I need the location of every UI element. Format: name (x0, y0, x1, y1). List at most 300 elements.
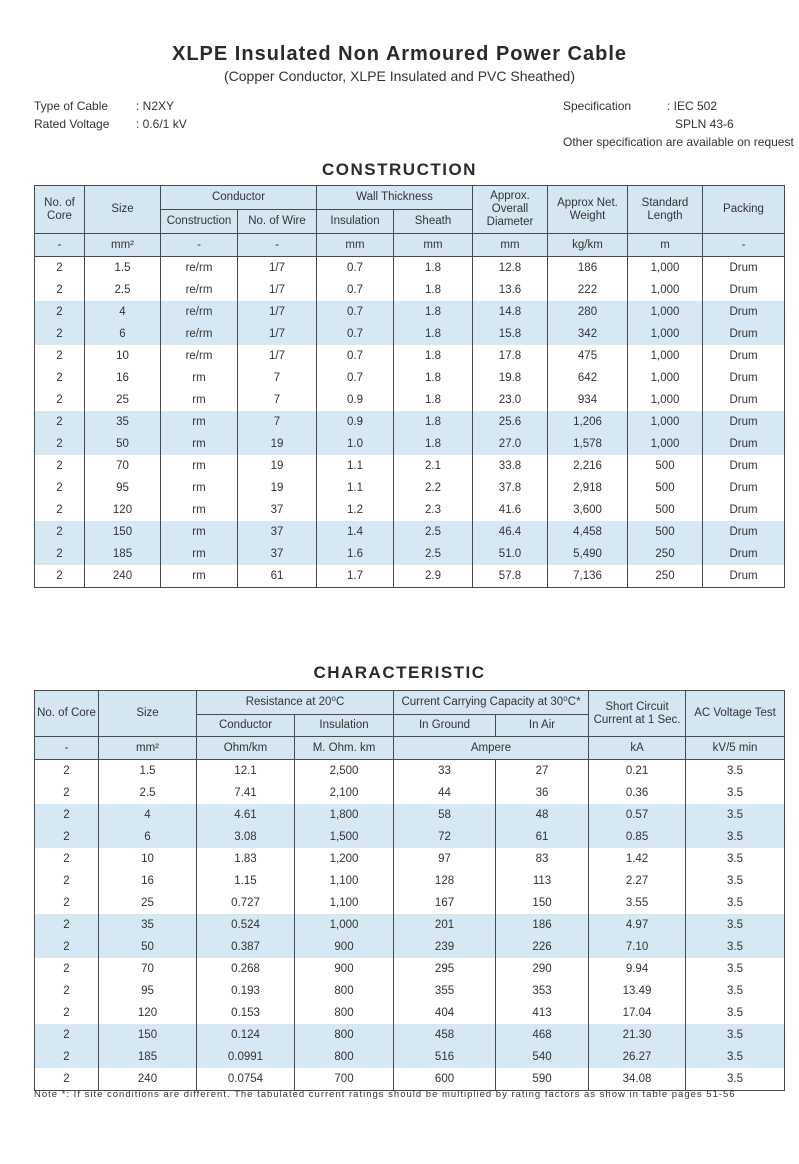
table-cell: 167 (394, 892, 496, 914)
table-cell: 1.7 (317, 565, 394, 588)
table-cell: 1,000 (628, 345, 703, 367)
table-cell: 7 (238, 411, 317, 433)
table-cell: 50 (85, 433, 161, 455)
table-cell: 900 (295, 958, 394, 980)
table-cell: 27.0 (473, 433, 548, 455)
table-cell: 475 (548, 345, 628, 367)
construction-table (34, 185, 785, 588)
table-cell: Drum (703, 257, 785, 280)
table-cell: 185 (85, 543, 161, 565)
table-cell: 1,000 (295, 914, 394, 936)
header-overall-diameter: Approx. Overall Diameter (473, 186, 548, 234)
table-cell: 2 (35, 477, 85, 499)
table-cell: 2 (35, 301, 85, 323)
table-cell: 70 (85, 455, 161, 477)
table-cell: 0.7 (317, 301, 394, 323)
header-size: Size (85, 186, 161, 234)
table-row (35, 936, 785, 958)
table-cell: 500 (628, 499, 703, 521)
header-no-of-core: No. of Core (35, 186, 85, 234)
table-cell: 1,578 (548, 433, 628, 455)
table-cell: 1.1 (317, 477, 394, 499)
table-cell: 250 (628, 565, 703, 588)
table-cell: 2.5 (99, 782, 197, 804)
unit-cell: - (35, 234, 85, 257)
table-cell: 1.15 (197, 870, 295, 892)
specification-value: : IEC 502 (667, 99, 718, 113)
table-cell: Drum (703, 521, 785, 543)
table-cell: 25 (85, 389, 161, 411)
table-cell: 2 (35, 565, 85, 588)
table-cell: 1.8 (394, 279, 473, 301)
table-cell: 413 (496, 1002, 589, 1024)
table-cell: 1.6 (317, 543, 394, 565)
table-cell: 10 (85, 345, 161, 367)
table-cell: 3.5 (686, 804, 785, 826)
table-cell: 700 (295, 1068, 394, 1091)
table-cell: 7 (238, 389, 317, 411)
unit-cell: - (161, 234, 238, 257)
table-cell: 19 (238, 455, 317, 477)
table-cell: 120 (85, 499, 161, 521)
table-cell: 21.30 (589, 1024, 686, 1046)
table-cell: rm (161, 543, 238, 565)
table-cell: 2,918 (548, 477, 628, 499)
header-ac-voltage-test: AC Voltage Test (686, 691, 785, 737)
table-cell: 2,500 (295, 760, 394, 783)
table-row (35, 1068, 785, 1091)
table-cell: 150 (85, 521, 161, 543)
table-cell: 0.7 (317, 367, 394, 389)
table-cell: 239 (394, 936, 496, 958)
table-cell: 3.5 (686, 826, 785, 848)
unit-cell: Ampere (394, 737, 589, 760)
table-row (35, 279, 785, 301)
table-cell: 4,458 (548, 521, 628, 543)
table-cell: Drum (703, 367, 785, 389)
table-cell: 2 (35, 826, 99, 848)
table-cell: rm (161, 411, 238, 433)
unit-cell: mm (473, 234, 548, 257)
table-cell: 2 (35, 257, 85, 280)
table-cell: 1,206 (548, 411, 628, 433)
table-cell: 41.6 (473, 499, 548, 521)
header-insulation-resistance: Insulation (295, 715, 394, 737)
table-cell: 12.8 (473, 257, 548, 280)
table-row (35, 323, 785, 345)
specification-label: Specification (563, 99, 632, 113)
table-cell: 25 (99, 892, 197, 914)
table-cell: 97 (394, 848, 496, 870)
characteristic-table-body (35, 760, 785, 1091)
table-cell: 2 (35, 389, 85, 411)
table-cell: 516 (394, 1046, 496, 1068)
table-cell: 37 (238, 499, 317, 521)
table-cell: 1,000 (628, 389, 703, 411)
table-cell: 0.9 (317, 389, 394, 411)
table-cell: 14.8 (473, 301, 548, 323)
units-row (35, 234, 785, 257)
header-in-ground: In Ground (394, 715, 496, 737)
table-cell: 2 (35, 892, 99, 914)
table-cell: 250 (628, 543, 703, 565)
table-cell: 800 (295, 1024, 394, 1046)
table-cell: 2.9 (394, 565, 473, 588)
table-cell: 36 (496, 782, 589, 804)
table-cell: 58 (394, 804, 496, 826)
table-cell: 0.193 (197, 980, 295, 1002)
cable-spec-right (563, 97, 794, 151)
table-row (35, 411, 785, 433)
table-row (35, 1046, 785, 1068)
table-cell: 2 (35, 279, 85, 301)
table-cell: rm (161, 389, 238, 411)
table-cell: 7,136 (548, 565, 628, 588)
table-cell: 17.8 (473, 345, 548, 367)
table-cell: 3.5 (686, 782, 785, 804)
unit-cell: - (35, 737, 99, 760)
table-cell: 0.85 (589, 826, 686, 848)
table-cell: 2 (35, 521, 85, 543)
table-cell: 642 (548, 367, 628, 389)
unit-cell: M. Ohm. km (295, 737, 394, 760)
table-cell: 27 (496, 760, 589, 783)
document-subtitle: (Copper Conductor, XLPE Insulated and PVC Sheathed) (224, 68, 575, 84)
table-cell: 1.8 (394, 367, 473, 389)
table-cell: 6 (99, 826, 197, 848)
table-cell: 7.41 (197, 782, 295, 804)
table-cell: 33.8 (473, 455, 548, 477)
table-cell: 13.49 (589, 980, 686, 1002)
table-cell: 113 (496, 870, 589, 892)
table-cell: 9.94 (589, 958, 686, 980)
table-cell: 2 (35, 804, 99, 826)
table-cell: 7 (238, 367, 317, 389)
table-cell: 1,000 (628, 279, 703, 301)
table-cell: rm (161, 455, 238, 477)
table-cell: 61 (238, 565, 317, 588)
table-cell: rm (161, 433, 238, 455)
table-cell: 186 (548, 257, 628, 280)
table-cell: 3.08 (197, 826, 295, 848)
header-size: Size (99, 691, 197, 737)
table-cell: 2.5 (394, 521, 473, 543)
table-cell: 2.27 (589, 870, 686, 892)
table-cell: 0.7 (317, 279, 394, 301)
table-cell: 50 (99, 936, 197, 958)
table-cell: 185 (99, 1046, 197, 1068)
table-cell: 458 (394, 1024, 496, 1046)
header-in-air: In Air (496, 715, 589, 737)
table-cell: 2 (35, 936, 99, 958)
table-cell: rm (161, 477, 238, 499)
table-row (35, 848, 785, 870)
table-cell: 4.61 (197, 804, 295, 826)
table-cell: 0.36 (589, 782, 686, 804)
table-cell: 2 (35, 1002, 99, 1024)
table-cell: 0.7 (317, 323, 394, 345)
table-cell: Drum (703, 279, 785, 301)
characteristic-table (34, 690, 785, 1091)
table-cell: 1,200 (295, 848, 394, 870)
table-cell: 3.5 (686, 958, 785, 980)
table-cell: 222 (548, 279, 628, 301)
table-row (35, 782, 785, 804)
table-cell: 83 (496, 848, 589, 870)
table-cell: 468 (496, 1024, 589, 1046)
table-cell: 2 (35, 980, 99, 1002)
table-cell: 1.2 (317, 499, 394, 521)
table-cell: 33 (394, 760, 496, 783)
table-cell: 353 (496, 980, 589, 1002)
table-cell: 72 (394, 826, 496, 848)
unit-cell: m (628, 234, 703, 257)
table-cell: 37 (238, 543, 317, 565)
table-cell: 61 (496, 826, 589, 848)
table-cell: 2 (35, 782, 99, 804)
table-cell: 1.5 (85, 257, 161, 280)
table-cell: 3.55 (589, 892, 686, 914)
table-row (35, 958, 785, 980)
table-cell: re/rm (161, 279, 238, 301)
table-cell: 900 (295, 936, 394, 958)
unit-cell: - (703, 234, 785, 257)
construction-table-body (35, 257, 785, 588)
units-row (35, 737, 785, 760)
table-cell: 16 (85, 367, 161, 389)
table-row (35, 301, 785, 323)
table-cell: 4 (85, 301, 161, 323)
table-cell: Drum (703, 345, 785, 367)
table-cell: 2.5 (85, 279, 161, 301)
unit-cell: mm² (85, 234, 161, 257)
table-cell: 2 (35, 499, 85, 521)
table-cell: 3.5 (686, 760, 785, 783)
table-cell: 0.0754 (197, 1068, 295, 1091)
table-cell: Drum (703, 477, 785, 499)
table-cell: 500 (628, 455, 703, 477)
table-row (35, 870, 785, 892)
table-cell: 95 (85, 477, 161, 499)
table-cell: 1,800 (295, 804, 394, 826)
table-cell: 16 (99, 870, 197, 892)
table-cell: 13.6 (473, 279, 548, 301)
header-net-weight: Approx Net. Weight (548, 186, 628, 234)
unit-cell: Ohm/km (197, 737, 295, 760)
table-row (35, 760, 785, 783)
table-cell: 2 (35, 455, 85, 477)
table-cell: 5,490 (548, 543, 628, 565)
table-cell: 10 (99, 848, 197, 870)
table-cell: 0.387 (197, 936, 295, 958)
table-cell: 1.0 (317, 433, 394, 455)
table-cell: 34.08 (589, 1068, 686, 1091)
table-cell: 3.5 (686, 1024, 785, 1046)
table-cell: 1,500 (295, 826, 394, 848)
table-cell: 95 (99, 980, 197, 1002)
header-packing: Packing (703, 186, 785, 234)
table-cell: 3.5 (686, 1046, 785, 1068)
table-cell: re/rm (161, 257, 238, 280)
table-row (35, 543, 785, 565)
table-row (35, 980, 785, 1002)
table-cell: 2,100 (295, 782, 394, 804)
header-conductor: Conductor (161, 186, 317, 210)
header-wall-thickness: Wall Thickness (317, 186, 473, 210)
table-cell: 1,100 (295, 870, 394, 892)
table-cell: 226 (496, 936, 589, 958)
construction-section-title: CONSTRUCTION (322, 160, 477, 179)
table-cell: re/rm (161, 301, 238, 323)
table-row (35, 433, 785, 455)
table-row (35, 345, 785, 367)
table-cell: 70 (99, 958, 197, 980)
table-cell: 2 (35, 411, 85, 433)
table-cell: 1/7 (238, 257, 317, 280)
table-cell: 23.0 (473, 389, 548, 411)
header-conductor-resistance: Conductor (197, 715, 295, 737)
table-cell: 2 (35, 958, 99, 980)
header-sheath: Sheath (394, 210, 473, 234)
table-cell: 3.5 (686, 892, 785, 914)
table-cell: re/rm (161, 345, 238, 367)
table-cell: 1.8 (394, 345, 473, 367)
table-cell: 1.1 (317, 455, 394, 477)
table-cell: 355 (394, 980, 496, 1002)
table-cell: 0.268 (197, 958, 295, 980)
table-cell: 3.5 (686, 980, 785, 1002)
table-row (35, 389, 785, 411)
table-cell: 1,000 (628, 301, 703, 323)
table-cell: 3.5 (686, 1002, 785, 1024)
table-cell: 3.5 (686, 1068, 785, 1091)
table-cell: 1.8 (394, 257, 473, 280)
unit-cell: mm (317, 234, 394, 257)
table-cell: 1,000 (628, 433, 703, 455)
table-row (35, 521, 785, 543)
table-cell: 51.0 (473, 543, 548, 565)
table-cell: 800 (295, 980, 394, 1002)
table-cell: 44 (394, 782, 496, 804)
table-cell: 25.6 (473, 411, 548, 433)
table-row (35, 1002, 785, 1024)
table-row (35, 1024, 785, 1046)
table-cell: 19.8 (473, 367, 548, 389)
table-cell: 57.8 (473, 565, 548, 588)
table-cell: 295 (394, 958, 496, 980)
table-cell: rm (161, 565, 238, 588)
table-cell: Drum (703, 411, 785, 433)
header-standard-length: Standard Length (628, 186, 703, 234)
table-cell: 240 (85, 565, 161, 588)
table-row (35, 499, 785, 521)
table-cell: Drum (703, 433, 785, 455)
table-cell: 2 (35, 323, 85, 345)
table-cell: Drum (703, 323, 785, 345)
table-cell: 2 (35, 1068, 99, 1091)
unit-cell: mm (394, 234, 473, 257)
table-cell: 35 (99, 914, 197, 936)
unit-cell: kA (589, 737, 686, 760)
table-cell: 2 (35, 760, 99, 783)
table-cell: 1.83 (197, 848, 295, 870)
table-cell: 590 (496, 1068, 589, 1091)
rated-voltage-value: : 0.6/1 kV (136, 117, 187, 131)
table-cell: 2 (35, 367, 85, 389)
table-cell: 1/7 (238, 301, 317, 323)
table-cell: Drum (703, 499, 785, 521)
table-cell: 1/7 (238, 279, 317, 301)
unit-cell: kV/5 min (686, 737, 785, 760)
table-cell: 0.0991 (197, 1046, 295, 1068)
type-of-cable-label: Type of Cable (34, 99, 109, 113)
table-cell: 800 (295, 1002, 394, 1024)
table-cell: 6 (85, 323, 161, 345)
table-cell: 186 (496, 914, 589, 936)
table-cell: 1.5 (99, 760, 197, 783)
table-cell: 1.8 (394, 389, 473, 411)
header-no-of-wire: No. of Wire (238, 210, 317, 234)
table-cell: Drum (703, 389, 785, 411)
table-cell: 7.10 (589, 936, 686, 958)
table-cell: 3.5 (686, 914, 785, 936)
table-cell: 3.5 (686, 848, 785, 870)
table-cell: 12.1 (197, 760, 295, 783)
table-row (35, 826, 785, 848)
table-cell: 2 (35, 1046, 99, 1068)
table-cell: 48 (496, 804, 589, 826)
unit-cell: mm² (99, 737, 197, 760)
table-cell: 1.8 (394, 301, 473, 323)
table-cell: 0.9 (317, 411, 394, 433)
table-cell: Drum (703, 455, 785, 477)
table-cell: 3.5 (686, 870, 785, 892)
table-cell: 37.8 (473, 477, 548, 499)
table-row (35, 257, 785, 280)
table-cell: 0.57 (589, 804, 686, 826)
table-cell: 2.3 (394, 499, 473, 521)
table-cell: 37 (238, 521, 317, 543)
table-cell: 934 (548, 389, 628, 411)
header-resistance: Resistance at 20⁰C (197, 691, 394, 715)
characteristic-section-title: CHARACTERISTIC (313, 663, 486, 682)
table-cell: 1,000 (628, 411, 703, 433)
table-cell: 2 (35, 345, 85, 367)
table-cell: rm (161, 499, 238, 521)
table-cell: 240 (99, 1068, 197, 1091)
table-cell: 600 (394, 1068, 496, 1091)
specification-note: Other specification are available on request (563, 135, 794, 149)
table-cell: 17.04 (589, 1002, 686, 1024)
footnote: Note *: If site conditions are different. The tabulated current ratings should be multiplied by rating factors as show in table pages 51-56 (34, 1089, 736, 1100)
table-cell: rm (161, 521, 238, 543)
table-cell: 1.42 (589, 848, 686, 870)
table-cell: 1.8 (394, 433, 473, 455)
table-row (35, 914, 785, 936)
table-cell: 0.524 (197, 914, 295, 936)
table-cell: 128 (394, 870, 496, 892)
table-cell: 201 (394, 914, 496, 936)
table-cell: 2.1 (394, 455, 473, 477)
table-cell: Drum (703, 301, 785, 323)
table-cell: 0.7 (317, 345, 394, 367)
table-cell: 290 (496, 958, 589, 980)
header-construction: Construction (161, 210, 238, 234)
table-cell: 500 (628, 521, 703, 543)
table-row (35, 892, 785, 914)
table-cell: 0.727 (197, 892, 295, 914)
table-cell: 2 (35, 1024, 99, 1046)
